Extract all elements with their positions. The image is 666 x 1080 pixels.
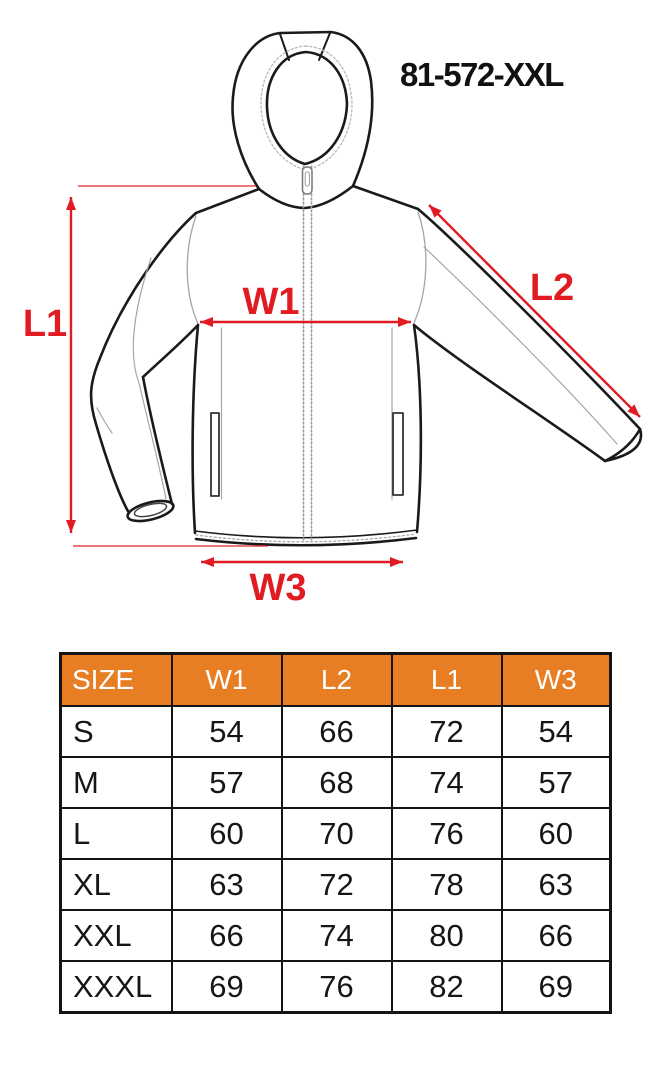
size-table [59, 652, 612, 1014]
dimension-annotations [71, 186, 640, 562]
right-pocket [393, 413, 403, 495]
cell-w3: 66 [502, 910, 611, 961]
cell-w1: 57 [172, 757, 282, 808]
product-code: 81-572-XXL [400, 56, 563, 93]
cell-w1: 66 [172, 910, 282, 961]
w3-label: W3 [249, 567, 307, 609]
table-row [61, 961, 611, 1013]
cell-l2: 74 [282, 910, 392, 961]
cell-w3: 63 [502, 859, 611, 910]
header-l1: L1 [392, 654, 502, 707]
size-label: XXL [61, 910, 172, 961]
jacket-right-sleeve [414, 209, 641, 461]
size-label: S [61, 706, 172, 757]
jacket-zipper [303, 166, 313, 542]
header-w3: W3 [502, 654, 611, 707]
table-row [61, 808, 611, 859]
left-cuff [126, 497, 176, 525]
jacket-pockets [211, 413, 403, 496]
right-cuff [605, 429, 641, 461]
cell-w3: 69 [502, 961, 611, 1013]
header-size: SIZE [61, 654, 172, 707]
cell-l2: 72 [282, 859, 392, 910]
cell-w3: 54 [502, 706, 611, 757]
header-l2: L2 [282, 654, 392, 707]
cell-l2: 66 [282, 706, 392, 757]
cell-w3: 60 [502, 808, 611, 859]
table-row [61, 706, 611, 757]
cell-w1: 69 [172, 961, 282, 1013]
cell-w1: 63 [172, 859, 282, 910]
table-row [61, 910, 611, 961]
jacket-left-sleeve [91, 213, 198, 525]
size-label: XXXL [61, 961, 172, 1013]
jacket-torso [187, 212, 426, 533]
cell-l1: 80 [392, 910, 502, 961]
cell-l1: 74 [392, 757, 502, 808]
table-row [61, 757, 611, 808]
cell-w1: 60 [172, 808, 282, 859]
zipper-pull [303, 167, 313, 194]
size-label: XL [61, 859, 172, 910]
w1-label: W1 [242, 281, 300, 323]
l2-arrow [429, 205, 640, 417]
cell-l2: 70 [282, 808, 392, 859]
cell-l1: 78 [392, 859, 502, 910]
cell-l2: 76 [282, 961, 392, 1013]
left-pocket [211, 413, 219, 496]
jacket-hem [195, 530, 417, 545]
cell-w3: 57 [502, 757, 611, 808]
cell-l1: 72 [392, 706, 502, 757]
cell-l1: 76 [392, 808, 502, 859]
size-table-header-row [61, 654, 611, 707]
l2-label: L2 [529, 267, 575, 309]
cell-l1: 82 [392, 961, 502, 1013]
cell-l2: 68 [282, 757, 392, 808]
l1-label: L1 [22, 303, 68, 345]
table-row [61, 859, 611, 910]
cell-w1: 54 [172, 706, 282, 757]
size-label: L [61, 808, 172, 859]
header-w1: W1 [172, 654, 282, 707]
size-label: M [61, 757, 172, 808]
